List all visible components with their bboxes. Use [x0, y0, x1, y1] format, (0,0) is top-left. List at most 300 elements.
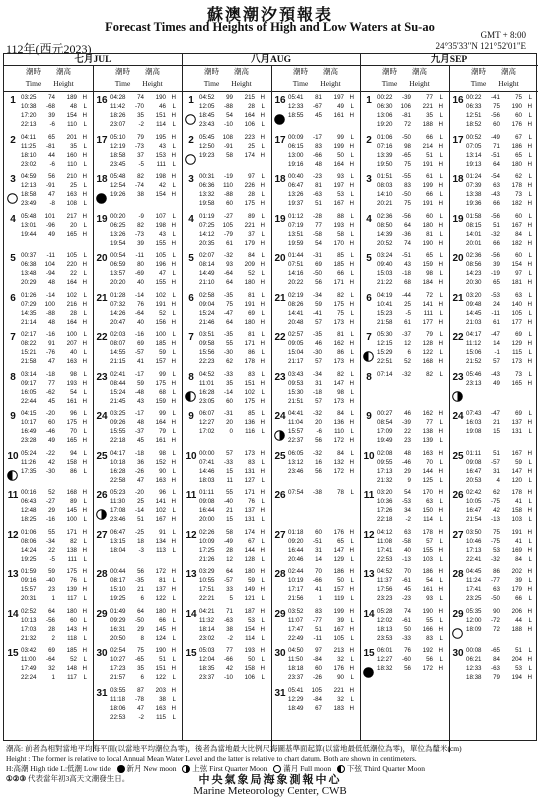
tide-height-datum: 161: [422, 586, 433, 593]
tide-time: 04:50: [288, 647, 304, 654]
day-entry: [360, 449, 449, 488]
tide-height-datum: 164: [333, 160, 344, 168]
tide-row: [110, 506, 176, 515]
tide-row: [288, 409, 354, 418]
tide-height-msl: -26: [135, 467, 144, 475]
tide-row: [466, 172, 532, 181]
tide-type: H: [260, 221, 265, 229]
tide-height-msl: 65: [48, 133, 55, 141]
tide-type: L: [172, 349, 176, 356]
tide-type: H: [171, 476, 176, 484]
tide-height-datum: 46: [159, 103, 166, 110]
tide-time: 13:57: [110, 270, 126, 277]
tide-row: [377, 409, 443, 418]
tide-row: [110, 713, 176, 722]
day-entry: [93, 172, 182, 211]
day-entry: [271, 251, 360, 290]
tide-row: [377, 594, 443, 603]
tide-type: H: [171, 239, 176, 247]
tide-height-msl: -74: [135, 182, 144, 189]
tide-height-datum: 131: [244, 467, 255, 475]
tide-row: [21, 397, 87, 406]
tide-height-datum: 175: [333, 300, 344, 308]
tide-time: 08:56: [466, 261, 482, 268]
tide-height-datum: 69: [515, 410, 522, 417]
tide-time: 20:21: [377, 200, 393, 207]
new-moon-icon: [274, 112, 285, 123]
tide-type: L: [528, 476, 532, 484]
tide-time: 06:36: [199, 182, 215, 189]
tide-time: 05:30: [377, 331, 393, 338]
header-zh-row: [360, 67, 449, 76]
tide-height-msl: 21: [226, 507, 233, 514]
tide-row: [21, 664, 87, 673]
tide-type: H: [349, 467, 354, 475]
tide-time: 17:13: [466, 546, 482, 554]
tide-height-datum: 191: [422, 160, 433, 168]
tide-time: 21:54: [466, 516, 482, 523]
tide-height-msl: 28: [48, 625, 55, 633]
day-entry: [4, 607, 93, 646]
day-number: 1: [366, 95, 372, 106]
tide-row: [288, 221, 354, 230]
tide-time: 23:07: [110, 121, 126, 128]
tide-type: L: [439, 555, 443, 563]
tide-time: 22:51: [377, 358, 393, 365]
tide-type: H: [171, 458, 176, 466]
tide-type: H: [82, 419, 87, 426]
tide-time: 18:09: [466, 625, 482, 633]
tide-type: L: [261, 270, 265, 277]
tide-time: 08:07: [110, 340, 126, 347]
tide-height-msl: -57: [491, 458, 500, 466]
tide-height-msl: -66: [224, 656, 233, 663]
tide-height-msl: 40: [137, 279, 144, 286]
tide-height-datum: 69: [515, 331, 522, 338]
tide-type: L: [172, 428, 176, 435]
tide-type: H: [171, 568, 176, 575]
header-en-row: [182, 79, 271, 88]
tide-height-datum: 199: [333, 142, 344, 150]
tide-height-datum: 66: [159, 616, 166, 624]
tide-height-datum: 103: [511, 516, 522, 523]
tide-type: L: [350, 331, 354, 338]
tide-time: 22:41: [466, 555, 482, 563]
tide-row: [377, 357, 443, 366]
tide-height-msl: 42: [493, 507, 500, 514]
day-number: 1: [10, 95, 16, 106]
tide-row: [466, 300, 532, 309]
tide-height-msl: -94: [46, 270, 55, 277]
tide-height-msl: 58: [226, 528, 233, 536]
tide-row: [377, 664, 443, 673]
day-entry: [360, 370, 449, 409]
tide-time: 11:32: [199, 616, 215, 624]
tide-height-datum: 173: [333, 358, 344, 365]
day-number: 18: [452, 174, 464, 185]
tide-row: [199, 370, 265, 379]
tide-height-datum: 194: [511, 674, 522, 681]
tide-time: 02:19: [288, 291, 304, 299]
tide-height-msl: -32: [402, 370, 411, 378]
tide-height-msl: -53: [491, 291, 500, 299]
tide-height-datum: 102: [155, 291, 166, 299]
tide-row: [377, 269, 443, 278]
tide-height-msl: 76: [137, 300, 144, 308]
tide-row: [466, 339, 532, 348]
tide-type: H: [260, 239, 265, 247]
tide-height-datum: 53: [515, 665, 522, 672]
tide-height-datum: 48: [70, 103, 77, 110]
tide-time: 11:07: [288, 616, 304, 624]
tide-height-msl: 58: [226, 151, 233, 159]
tide-height-datum: 60: [426, 212, 433, 220]
day-number: 23: [274, 371, 286, 383]
tide-time: 07:32: [110, 300, 126, 308]
tide-row: [21, 348, 87, 357]
tide-row: [21, 594, 87, 603]
day-entry: [4, 488, 93, 527]
header-time-zh: 潮時: [115, 67, 130, 76]
tide-height-datum: 98: [426, 270, 433, 277]
tide-type: H: [260, 300, 265, 308]
tide-row: [199, 664, 265, 673]
day-number: 30: [96, 648, 108, 659]
day-number: 1: [188, 95, 194, 106]
tide-height-msl: 22: [48, 546, 55, 554]
tide-time: 11:37: [377, 577, 393, 584]
tide-time: 23:28: [21, 437, 37, 444]
tide-height-datum: 177: [422, 318, 433, 326]
tide-height-datum: 163: [155, 704, 166, 712]
tide-height-msl: -66: [313, 151, 322, 159]
tide-time: 19:25: [110, 595, 126, 602]
tide-type: L: [350, 309, 354, 317]
tide-height-msl: 56: [315, 279, 322, 286]
tide-type: L: [172, 674, 176, 681]
tide-time: 04:17: [110, 449, 126, 457]
tide-type: L: [528, 270, 532, 277]
tide-height-datum: 160: [66, 151, 77, 159]
tide-height-msl: -91: [46, 182, 55, 189]
tide-height-msl: -63: [491, 665, 500, 672]
tide-row: [21, 251, 87, 260]
tide-time: 20:01: [466, 239, 482, 247]
tide-row: [199, 172, 265, 181]
tide-row: [199, 260, 265, 269]
tide-type: L: [172, 507, 176, 514]
tide-row: [466, 260, 532, 269]
tide-height-msl: 6: [407, 349, 411, 356]
tide-time: 16:31: [110, 625, 126, 633]
tide-type: L: [528, 331, 532, 338]
tide-height-datum: 162: [333, 340, 344, 347]
tide-time: 15:06: [466, 349, 482, 356]
tide-height-datum: 165: [66, 230, 77, 238]
day-number: 19: [274, 213, 286, 225]
tide-type: L: [439, 437, 443, 444]
tide-height-datum: 84: [248, 252, 255, 259]
title-zh: 蘇澳潮汐預報表: [206, 7, 333, 24]
tide-height-msl: -81: [402, 112, 411, 119]
tide-row: [21, 607, 87, 616]
day-entry: [182, 646, 271, 685]
tide-type: L: [172, 713, 176, 721]
tide-time: 10:41: [377, 300, 393, 308]
tide-height-msl: 104: [44, 261, 55, 268]
tide-height-msl: 1: [51, 674, 55, 681]
tide-type: H: [349, 647, 354, 654]
tide-row: [466, 673, 532, 682]
tide-row: [110, 488, 176, 497]
header-time-zh: 潮時: [204, 67, 219, 76]
tide-time: 13:38: [466, 191, 482, 198]
last-moon-icon: [7, 468, 18, 479]
tide-time: 19:13: [466, 160, 482, 168]
tide-time: 20:46: [288, 555, 304, 563]
tide-time: 23:46: [288, 467, 304, 475]
tide-height-datum: 137: [244, 507, 255, 514]
tide-time: 06:33: [466, 103, 482, 110]
tide-height-datum: 152: [155, 458, 166, 466]
tide-time: 05:10: [110, 133, 126, 141]
tide-row: [288, 537, 354, 546]
tide-time: 08:14: [199, 261, 215, 268]
tide-row: [377, 555, 443, 564]
tide-type: L: [528, 428, 532, 435]
tide-height-datum: 192: [422, 647, 433, 654]
tide-height-msl: -40: [224, 498, 233, 505]
day-number: 14: [363, 608, 375, 620]
tide-time: 18:25: [21, 516, 37, 523]
tide-type: H: [527, 103, 532, 110]
tide-height-datum: 138: [422, 428, 433, 435]
tide-height-datum: 93: [337, 173, 344, 180]
tide-height-datum: 111: [67, 555, 77, 563]
tide-time: 05:41: [288, 686, 304, 694]
tide-time: 14:26: [110, 309, 126, 317]
tide-height-msl: 60: [48, 419, 55, 426]
column-header: [182, 66, 271, 92]
day-entry: [360, 567, 449, 606]
tide-time: 21:57: [110, 674, 126, 681]
tide-row: [466, 160, 532, 169]
marker-glyphs: ①②③: [6, 774, 27, 783]
tide-type: H: [527, 340, 532, 347]
tide-height-msl: 35: [137, 112, 144, 119]
tide-height-datum: 98: [70, 370, 77, 378]
tide-height-datum: 59: [515, 458, 522, 466]
tide-time: 10:05: [466, 498, 482, 505]
tide-time: 14:55: [110, 349, 126, 356]
day-entry: [182, 133, 271, 172]
tide-row: [199, 427, 265, 436]
tide-row: [377, 93, 443, 102]
tide-height-datum: 88: [337, 212, 344, 220]
tide-type: H: [438, 507, 443, 514]
tide-height-msl: 32: [48, 665, 55, 672]
tide-row: [288, 190, 354, 199]
tide-row: [199, 646, 265, 655]
tide-time: 06:15: [288, 142, 304, 150]
tide-time: 23:13: [466, 379, 482, 387]
day-number: 11: [7, 490, 19, 501]
tide-row: [377, 221, 443, 230]
tide-height-datum: 139: [422, 437, 433, 444]
header-time-en: Time: [203, 79, 220, 88]
day-entry: [182, 488, 271, 527]
tide-type: L: [528, 349, 532, 356]
tide-height-datum: 76: [248, 498, 255, 505]
tide-height-msl: 45: [404, 586, 411, 593]
column-header: [4, 66, 93, 92]
tide-row: [110, 142, 176, 151]
tide-row: [466, 576, 532, 585]
tide-row: [377, 467, 443, 476]
tide-height-datum: 128: [244, 555, 255, 563]
tide-time: 05:03: [199, 647, 215, 654]
tide-row: [199, 120, 265, 129]
tide-type: L: [261, 388, 265, 396]
tide-height-datum: 79: [159, 428, 166, 435]
tide-time: 14:39: [377, 230, 393, 238]
day-entry: [93, 607, 182, 646]
tide-type: H: [260, 607, 265, 615]
day-entry: [360, 212, 449, 251]
tide-height-datum: 102: [155, 507, 166, 514]
tide-height-msl: -63: [224, 616, 233, 624]
tide-row: [21, 221, 87, 230]
tide-table: [3, 53, 537, 741]
tide-height-msl: 98: [404, 142, 411, 150]
header-zh-row: [93, 67, 182, 76]
tide-height-msl: -57: [135, 349, 144, 356]
tide-height-datum: 180: [66, 607, 77, 615]
tide-height-datum: 128: [422, 340, 433, 347]
tide-height-msl: 59: [315, 300, 322, 308]
tide-height-datum: 28: [70, 309, 77, 317]
tide-time: 20:31: [21, 595, 37, 602]
tide-row: [288, 260, 354, 269]
tide-height-datum: 168: [422, 358, 433, 365]
tide-height-msl: -50: [135, 616, 144, 624]
tide-height-msl: -32: [491, 555, 500, 563]
tide-row: [110, 537, 176, 546]
tide-height-datum: 20: [70, 221, 77, 229]
tide-time: 21:58: [21, 358, 37, 365]
tide-row: [21, 357, 87, 366]
tide-row: [288, 388, 354, 397]
tide-time: 04:15: [21, 410, 37, 417]
tide-type: H: [349, 665, 354, 672]
day-number: 25: [274, 450, 286, 462]
tide-height-datum: 206: [511, 607, 522, 615]
tide-row: [466, 427, 532, 436]
tide-type: H: [349, 419, 354, 426]
tide-type: L: [172, 309, 176, 317]
header-en-row: [93, 79, 182, 88]
tide-type: H: [349, 607, 354, 615]
tide-row: [377, 190, 443, 199]
tide-height-datum: 119: [334, 595, 344, 602]
day-entry: [182, 291, 271, 330]
tide-type: L: [261, 331, 265, 338]
tide-height-msl: -39: [402, 419, 411, 426]
tide-height-msl: 57: [493, 358, 500, 365]
tide-height-datum: 191: [511, 528, 522, 536]
tide-row: [199, 181, 265, 190]
tide-height-msl: 49: [493, 379, 500, 387]
legend-high-low: H:高潮 High tide L:低潮 Low tide: [6, 764, 111, 774]
tide-height-msl: -32: [491, 230, 500, 238]
tide-time: 21:32: [21, 634, 37, 642]
tide-type: H: [171, 607, 176, 615]
tide-height-datum: 175: [155, 379, 166, 387]
tide-row: [199, 251, 265, 260]
tide-row: [288, 528, 354, 537]
tide-row: [466, 655, 532, 664]
title-en: Forecast Times and Heights of High and Low Waters at Su-ao: [105, 20, 435, 34]
tide-height-datum: 204: [511, 656, 522, 663]
tide-row: [199, 397, 265, 406]
day-number: 11: [363, 490, 375, 501]
tide-height-datum: 53: [248, 616, 255, 624]
tide-time: 01:58: [466, 212, 482, 220]
tide-height-datum: 131: [511, 428, 522, 435]
tide-type: H: [82, 507, 87, 514]
tide-row: [199, 388, 265, 397]
tide-row: [288, 625, 354, 634]
tide-height-datum: 129: [333, 555, 344, 563]
tide-height-msl: -19: [491, 270, 500, 277]
tide-type: H: [349, 261, 354, 268]
tide-time: 22:21: [199, 595, 215, 602]
tide-type: H: [82, 607, 87, 615]
tide-time: 13:51: [288, 230, 304, 238]
day-entry: [360, 251, 449, 290]
tide-height-msl: 20: [315, 419, 322, 426]
tide-height-msl: 77: [226, 647, 233, 654]
day-number: 3: [10, 174, 16, 185]
tide-type: H: [260, 665, 265, 672]
tide-time: 00:20: [110, 212, 126, 220]
tide-height-msl: -2: [405, 516, 411, 523]
tide-height-msl: -14: [135, 291, 144, 299]
tide-time: 12:02: [377, 616, 393, 624]
tide-row: [21, 546, 87, 555]
tide-height-msl: 43: [137, 397, 144, 405]
tide-height-datum: 54: [426, 577, 433, 584]
tide-height-msl: -47: [224, 309, 233, 317]
tide-type: L: [261, 498, 265, 505]
tide-row: [288, 142, 354, 151]
tide-row: [288, 695, 354, 704]
tide-time: 13:12: [288, 458, 304, 466]
tide-row: [288, 309, 354, 318]
tide-time: 23:46: [110, 516, 126, 523]
tide-type: L: [350, 151, 354, 159]
tide-type: H: [527, 221, 532, 229]
header-zh-row: [4, 67, 93, 76]
tide-height-datum: 155: [422, 546, 433, 554]
tide-height-msl: 57: [315, 397, 322, 405]
tide-height-msl: -19: [224, 173, 233, 180]
tide-height-datum: 114: [156, 121, 166, 128]
tide-type: L: [439, 331, 443, 338]
tide-type: H: [438, 300, 443, 308]
tide-type: H: [171, 379, 176, 387]
tide-time: 09:48: [466, 300, 482, 308]
